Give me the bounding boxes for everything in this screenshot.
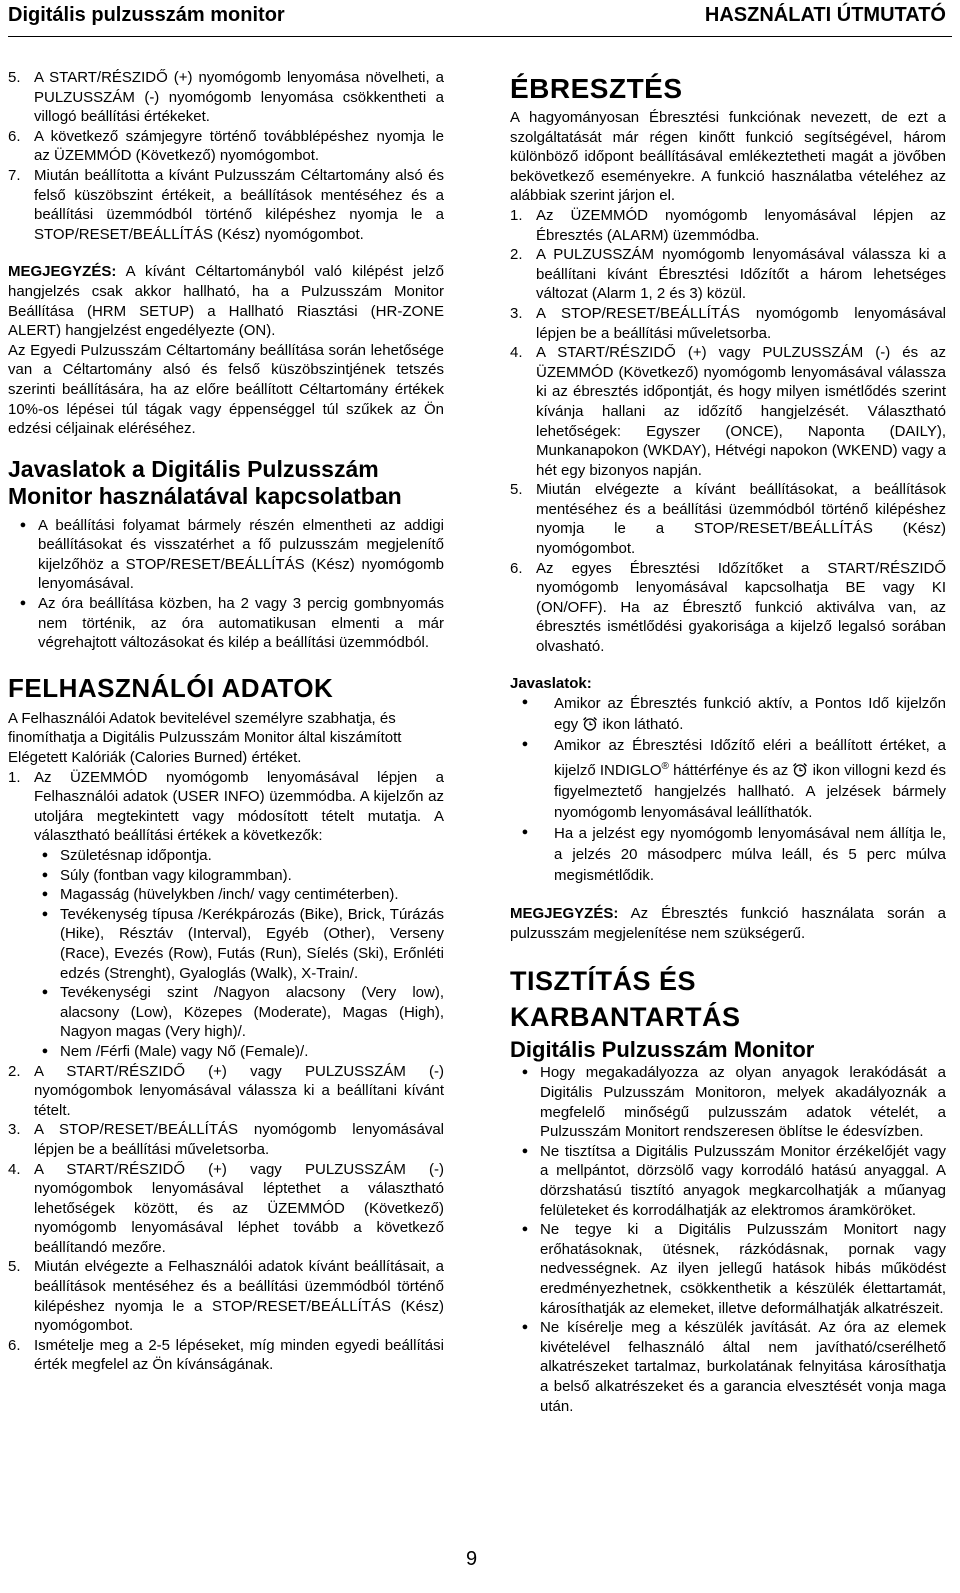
user-intro: A Felhasználói Adatok bevitelével személyre szabhatja, és finomíthatja a Digitális Pulzusszám Monitor által kiszámított Elégetett Kalóriák (Calories Burned) értéket. xyxy=(8,709,402,767)
list-item: ● Az óra beállítása közben, ha 2 vagy 3 percig gombnyomás nem történik, az óra automatikusan elmenti a már végrehajtott változásokat és kilép a beállítási üzemmódból. xyxy=(8,594,444,653)
list-item: ● Nem /Férfi (Male) vagy Nő (Female)/. xyxy=(8,1042,444,1062)
step-item: 3. A STOP/RESET/BEÁLLÍTÁS nyomógomb lenyomásával lépjen be a beállítási műveletsorba. xyxy=(510,304,946,342)
list-item: ● Amikor az Ébresztési Időzítő eléri a beállított értéket, a kijelző INDIGLO® háttérfénye és az ikon villogni kezd és figyelmeztető hangjelzés hallható. A jelzések bármely nyomógomb lenyomásával leállíthatók. xyxy=(510,735,946,823)
page-number: 9 xyxy=(466,1548,478,1570)
bullet-icon: ● xyxy=(521,738,529,751)
header-title: Digitális pulzusszám monitor xyxy=(8,4,285,26)
step-item: 6. Az egyes Ébresztési Időzítőket a START/RÉSZIDŐ nyomógomb lenyomásával kapcsolhatja BE vagy KI (ON/OFF). Ha az Ébresztő funkció aktiválva van, az ébresztés ismétlődési gyakorisága a kijelző legalsó sorában olvasható. xyxy=(510,559,946,656)
list-item: ● Amikor az Ébresztés funkció aktív, a Pontos Idő kijelzőn egy ikon látható. xyxy=(510,693,946,735)
bullet-icon: ● xyxy=(19,518,27,531)
step-item: 4. A START/RÉSZIDŐ (+) vagy PULZUSSZÁM (-) és az ÜZEMMÓD (Következő) nyomógomb lenyomásával válassza ki az ébresztés időpontját, és hogy milyen ismétlődés szerint kívánja hallani az időzítő hangjelzését. Választható lehetőségek: Egyszer (ONCE), Naponta (DAILY), Munkanapokon (WKDAY), Hétvégi napokon (WKEND) vagy a hét egy bizonyos napján. xyxy=(510,344,946,479)
cleaning-heading: TISZTÍTÁS ÉS KARBANTARTÁS xyxy=(510,966,741,1033)
step-item: 5. A START/RÉSZIDŐ (+) nyomógomb lenyomása növelheti, a PULZUSSZÁM (-) nyomógomb lenyomása csökkentheti a villogó beállítási értékeket. xyxy=(8,69,444,126)
bullet-icon: ● xyxy=(521,1223,529,1236)
step-item: 5. Miután elvégezte a Felhasználói adatok kívánt beállításait, a beállítások mentéséhez és a beállítási üzemmódból történő kilépéshez nyomja le a STOP/RESET/BEÁLLÍTÁS (Kész) nyomógombot. xyxy=(8,1258,444,1335)
list-item: ● Tevékenység típusa /Kerékpározás (Bike), Brick, Túrázás (Hike), Résztáv (Interval), Egyéb (Other), Verseny (Race), Evezés (Row), Futás (Run), Síelés (Ski), Erőnléti edzés (Strenght), Gyaloglás (Walk), X-Train/. xyxy=(8,905,444,983)
alarm-clock-icon xyxy=(792,762,808,777)
step-item: 6. Ismételje meg a 2-5 lépéseket, míg minden egyedi beállítási érték megfelel az Ön kívánságának. xyxy=(8,1336,444,1374)
step-item: 3. A STOP/RESET/BEÁLLÍTÁS nyomógomb lenyomásával lépjen be a beállítási műveletsorba. xyxy=(8,1121,444,1158)
tips-heading: Javaslatok a Digitális Pulzusszám Monitor használatával kapcsolatban xyxy=(8,455,402,509)
header-manual-label: HASZNÁLATI ÚTMUTATÓ xyxy=(704,4,946,26)
step-item: 7. Miután beállította a kívánt Pulzusszám Céltartomány alsó és felső küszöbszint értékeit, a beállítások mentéséhez és a beállítási üzemmódból történő kilépéshez nyomja le a STOP/RESET/BEÁLLÍTÁS (Kész) nyomógombot. xyxy=(8,166,444,243)
step-item: 5. Miután elvégezte a kívánt beállításokat, a beállítások mentéséhez és a beállítási üzemmódból történő kilépéshez nyomja le a STOP/RESET/BEÁLLÍTÁS (Kész) nyomógombot. xyxy=(510,481,946,558)
bullet-icon: ● xyxy=(41,1044,49,1057)
step-item: 6. A következő számjegyre történő továbblépéshez nyomja le az ÜZEMMÓD (Következő) nyomógombot. xyxy=(8,127,444,165)
cleaning-subheading: Digitális Pulzusszám Monitor xyxy=(510,1037,815,1063)
user-data-heading: FELHASZNÁLÓI ADATOK xyxy=(8,672,334,703)
step-item: 1. Az ÜZEMMÓD nyomógomb lenyomásával lépjen a Felhasználói adatok (USER INFO) üzemmódba. A kijelzőn az utoljára megtekintett vagy módosított tételt mutatja. A választható beállítási értékek a következők: xyxy=(8,768,444,845)
step-item: 4. A START/RÉSZIDŐ (+) vagy PULZUSSZÁM (-) nyomógombok lenyomásával léptethet a választható lehetőségek között, és az ÜZEMMÓD (Következő) nyomógomb lenyomásával léphet tovább a következő beállítandó mezőre. xyxy=(8,1160,444,1256)
bullet-icon: ● xyxy=(41,868,49,881)
list-item: ● Ha a jelzést egy nyomógomb lenyomásával nem állítja le, a jelzés 20 másodperc múlva leáll, és 5 perc múlva megismétlődik. xyxy=(510,823,946,886)
note-paragraph: MEGJEGYZÉS: A kívánt Céltartományból való kilépést jelző hangjelzés csak akkor hallható, ha a Pulzusszám Monitor Beállítása (HRM SETUP) a Hallható Riasztási (HR-ZONE ALERT) hangjelzést engedélyezte (ON). xyxy=(8,263,444,340)
right-column xyxy=(510,68,946,1416)
step-item: 2. A START/RÉSZIDŐ (+) vagy PULZUSSZÁM (-) nyomógombok lenyomásával válassza ki a beállítani kívánt tételt. xyxy=(8,1062,444,1119)
list-item: ● Magasság (hüvelykben /inch/ vagy centiméterben). xyxy=(8,885,444,905)
list-item: ● Ne kísérelje meg a készülék javítását. Az óra az elemek kivételével felhasználó által nem javítható/cserélhető alkatrészeket tartalmaz, burkolatának felnyitása károsíthatja a belső alkatrészeket és a garancia elvesztését vonja maga után. xyxy=(510,1318,946,1416)
page-header xyxy=(8,0,952,37)
list-item: ● Ne tisztítsa a Digitális Pulzusszám Monitor érzékelőjét vagy a mellpántot, dörzsölő vagy korrodáló hatású anyaggal. A dörzshatású tisztító anyagok megkarcolhatják a műanyag felületeket és korrodálhatják az elektromos áramköröket. xyxy=(510,1142,946,1220)
step-item: 2. A PULZUSSZÁM nyomógomb lenyomásával válassza ki a beállítani kívánt Ébresztési Időzítőt a három lehetséges változat (Alarm 1, 2 és 3) közül. xyxy=(510,246,946,303)
bullet-icon: ● xyxy=(41,986,49,999)
tips-label: Javaslatok: xyxy=(510,674,592,692)
bullet-icon: ● xyxy=(521,1066,529,1079)
bullet-icon: ● xyxy=(41,907,49,920)
list-item: ● Hogy megakadályozza az olyan anyagok lerakódását a Digitális Pulzusszám Monitoron, melyek akadályoznák a megfelelő minőségű pulzusszám adatok vételét, a Pulzusszám Monitort rendszeresen öblítse le édesvízben. xyxy=(510,1063,946,1141)
list-item: ● Súly (fontban vagy kilogrammban). xyxy=(8,866,444,886)
bullet-icon: ● xyxy=(19,597,27,610)
left-column xyxy=(8,68,444,1375)
list-item: ● A beállítási folyamat bármely részén elmentheti az addigi beállításokat és visszatérhet a fő pulzusszám megjelenítő kijelzőhöz a STOP/RESET/BEÁLLÍTÁS (Kész) nyomógomb lenyomásával. xyxy=(8,516,444,594)
bullet-icon: ● xyxy=(521,826,529,839)
list-item: ● Születésnap időpontja. xyxy=(8,846,444,866)
bullet-icon: ● xyxy=(41,849,49,861)
step-item: 1. Az ÜZEMMÓD nyomógomb lenyomásával lépjen az Ébresztés (ALARM) üzemmódba. xyxy=(510,206,946,244)
alarm-intro: A hagyományosan Ébresztési funkciónak nevezett, de ezt a szolgáltatását már régen kinőtt funkció segítségével, három különböző időpont beállításával emlékeztetheti magát a jövőben bekövetkező eseményekre. A funkció használatba vételéhez az alábbiak szerint járjon el. xyxy=(510,109,946,205)
note-paragraph-2: Az Egyedi Pulzusszám Céltartomány beállítása során lehetősége van a Céltartomány alsó és felső küszöbszintjének tetszés szerinti beállítására, ha az előre beállított Céltartomány értékek 10%-os lépései túl tágak vagy éppenséggel túl szűkek az Ön edzési céljainak eléréséhez. xyxy=(8,341,444,438)
bullet-icon: ● xyxy=(521,1144,529,1157)
list-item: ● Ne tegye ki a Digitális Pulzusszám Monitort nagy erőhatásoknak, ütésnek, rázkódásnak, pornak vagy nedvességnek. Az ilyen jellegű hatások hibás működést eredményezhetnek, csökkenthetik a készülék élettartamát, károsíthatják az elemeket, illetve deformálhatják alkatrészeit. xyxy=(510,1220,946,1318)
bullet-icon: ● xyxy=(41,888,49,901)
alarm-note: MEGJEGYZÉS: Az Ébresztés funkció használata során a pulzusszám megjelenítése nem szükségerű. xyxy=(510,905,946,942)
bullet-icon: ● xyxy=(521,696,529,709)
alarm-clock-icon xyxy=(582,716,598,731)
bullet-icon: ● xyxy=(521,1321,529,1334)
alarm-heading: ÉBRESZTÉS xyxy=(510,73,683,104)
list-item: ● Tevékenységi szint /Nagyon alacsony (Very low), alacsony (Low), Közepes (Moderate), Magas (High), Nagyon magas (Very high)/. xyxy=(8,983,444,1042)
